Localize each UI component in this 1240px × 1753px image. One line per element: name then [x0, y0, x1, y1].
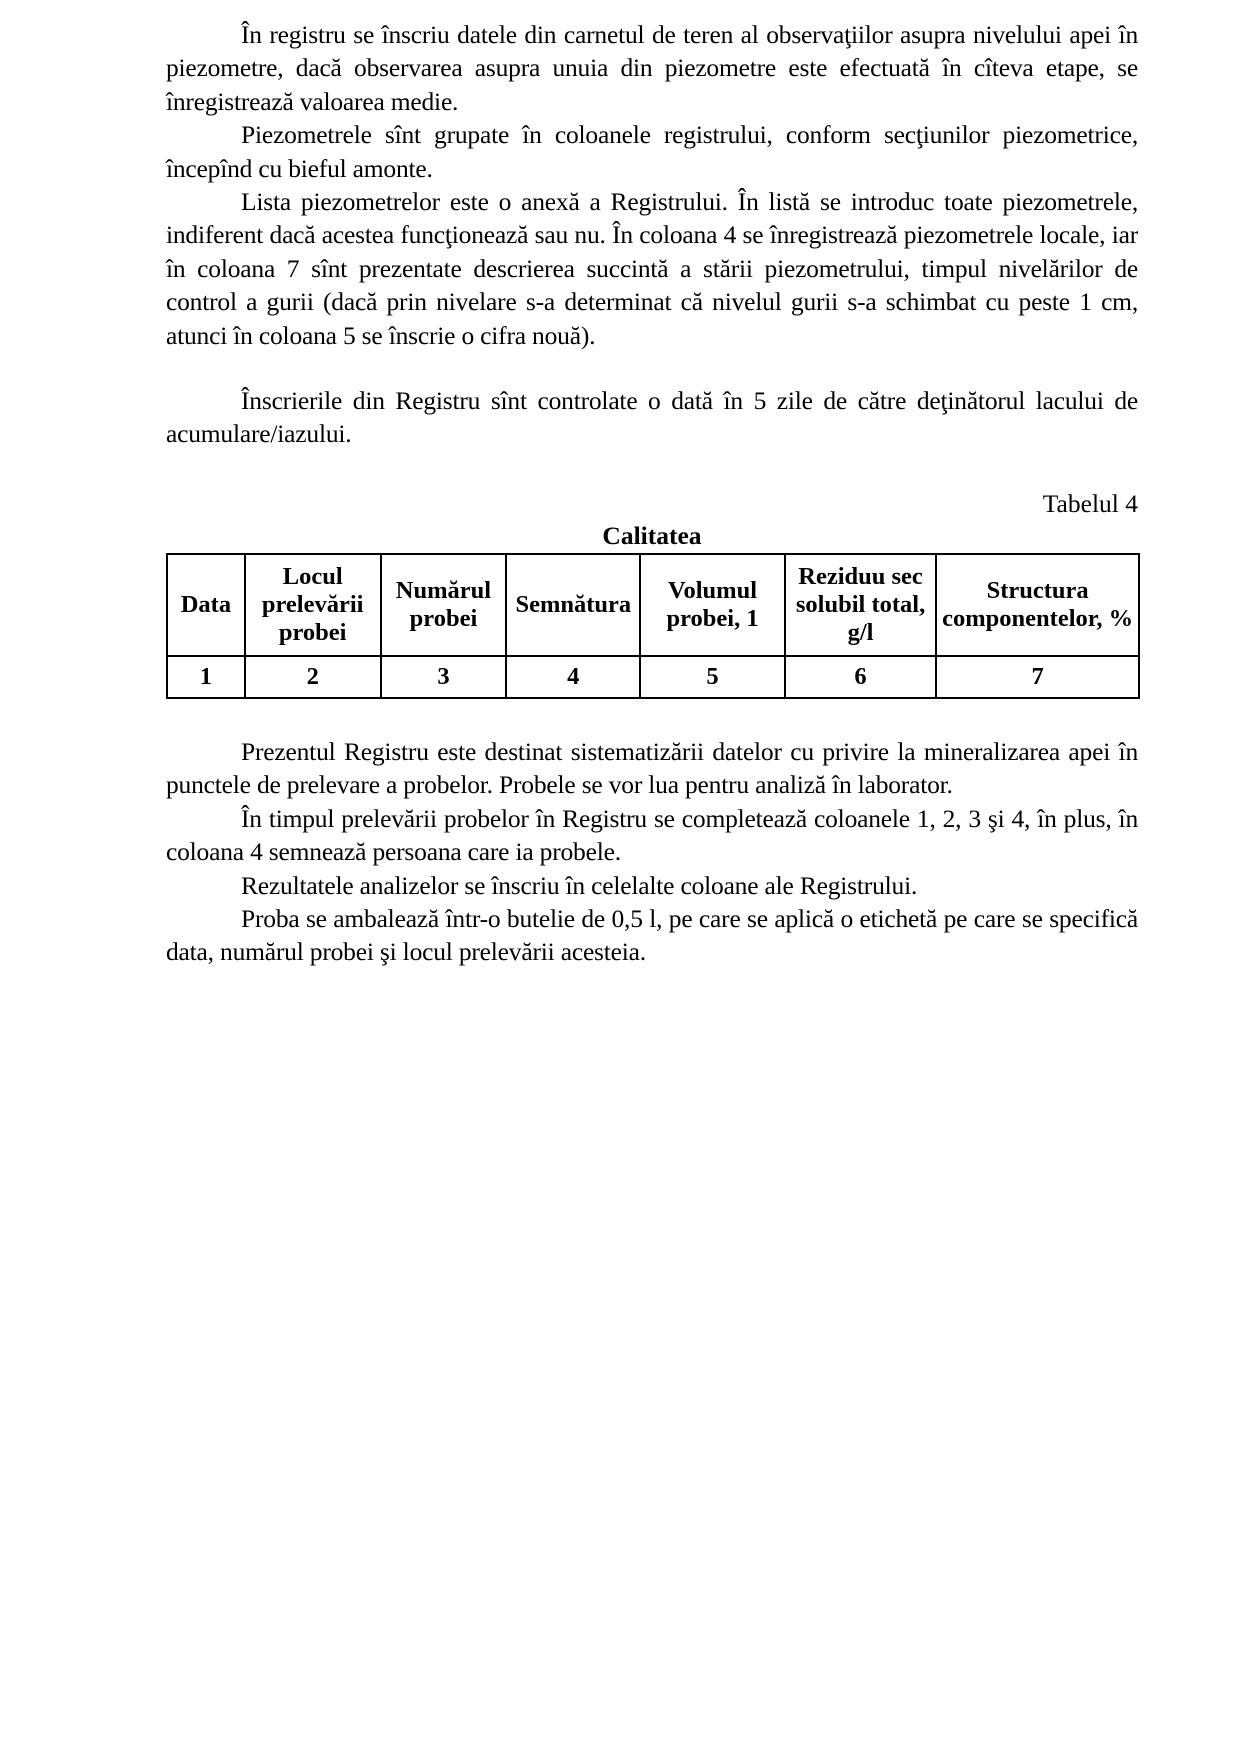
- column-number-1: 1: [167, 656, 245, 698]
- table-caption: Tabelul 4: [1042, 488, 1138, 518]
- outro-paragraph-3: Rezultatele analizelor se înscriu în celelalte coloane ale Registrului.: [241, 870, 918, 900]
- quality-table: [166, 553, 1140, 699]
- outro-paragraph-4: Proba se ambalează într-o butelie de 0,5 l, pe care se aplică o etichetă pe care se specifică data, numărul probei şi locul prelevării acesteia.: [166, 903, 1138, 967]
- header-numarul-probei: Numărul probei: [381, 554, 507, 656]
- outro-paragraph-1: Prezentul Registru este destinat sistematizării datelor cu privire la mineralizarea apei în punctele de prelevare a probelor. Probele se vor lua pentru analiză în laborator.: [166, 736, 1138, 800]
- paragraph-spacer: [166, 352, 1138, 384]
- header-semnatura: Semnătura: [506, 554, 640, 656]
- table-column-number-row: [167, 656, 1139, 698]
- column-number-4: 4: [506, 656, 640, 698]
- intro-paragraph-2: Piezometrele sînt grupate în coloanele registrului, conform secţiunilor piezometrice, începînd cu bieful amonte.: [166, 120, 1138, 183]
- column-number-3: 3: [381, 656, 507, 698]
- intro-paragraph-1: În registru se înscriu datele din carnetul de teren al observaţiilor asupra nivelului apei în piezometre, dacă observarea asupra unuia din piezometre este efectuată în cîteva etape, se înregistrează valoarea medie.: [166, 20, 1138, 116]
- column-number-2: 2: [245, 656, 381, 698]
- table-header-row: [167, 554, 1139, 656]
- column-number-6: 6: [785, 656, 936, 698]
- table-title: Calitatea: [602, 520, 702, 550]
- header-reziduu-sec: Reziduu sec solubil total, g/l: [785, 554, 936, 656]
- intro-paragraph-4: Înscrierile din Registru sînt controlate o dată în 5 zile de către deţinătorul lacului de acumulare/iazului.: [166, 386, 1138, 449]
- document-page: [166, 18, 1138, 969]
- column-number-7: 7: [936, 656, 1139, 698]
- outro-paragraph-2: În timpul prelevării probelor în Registru se completează coloanele 1, 2, 3 şi 4, în plus, în coloana 4 semnează persoana care ia probele.: [166, 803, 1138, 867]
- header-volumul-probei: Volumul probei, 1: [640, 554, 785, 656]
- header-locul-prelevarii: Locul prelevării probei: [245, 554, 381, 656]
- header-structura-componentelor: Structura componentelor, %: [936, 554, 1139, 656]
- header-data: Data: [167, 554, 245, 656]
- intro-paragraph-3: Lista piezometrelor este o anexă a Registrului. În listă se introduc toate piezometrele, indiferent dacă acestea funcţionează sau nu. În coloana 4 se înregistrează piezometrele locale, iar în coloana 7 sînt prezentate descrierea succintă a stării piezometrului, timpul nivelărilor de control a gurii (dacă prin nivelare s-a determinat că nivelul gurii s-a schimbat cu peste 1 cm, atunci în coloana 5 se înscrie o cifra nouă).: [166, 187, 1138, 350]
- column-number-5: 5: [640, 656, 785, 698]
- outro-section: [166, 735, 1138, 969]
